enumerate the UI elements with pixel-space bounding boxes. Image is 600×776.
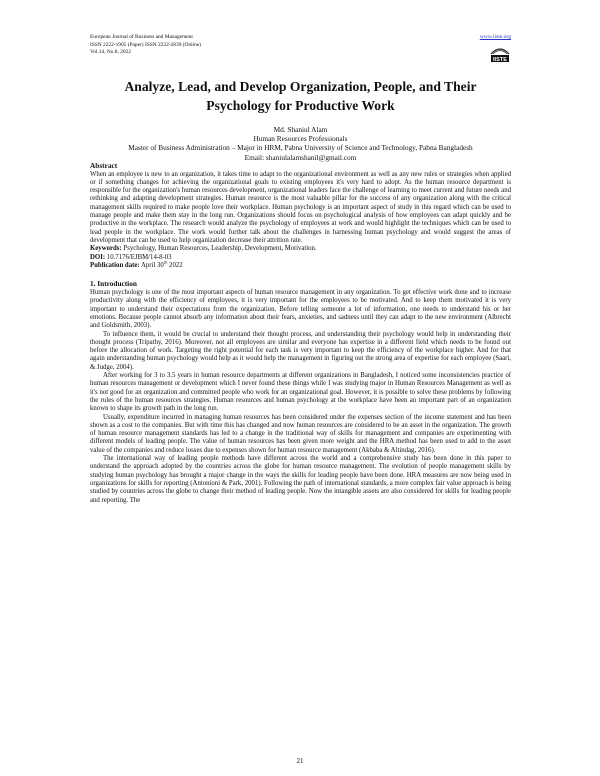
intro-paragraph-5: The international way of leading people methods have different across the world and a comprehensive study has been done in this paper to understand the approach adopted by the countries across the globe for human resource management. The evolution of people management skills by studying human psychology has brought a major change in the ways the skills for leading people have been done. HRA measures are now being used in organizations for skills for reporting (Antonioni & Park, 2001). Following the path of international standards, a more complex fair value approach is being studied by countries across the globe to change their method of leading people. Now the intangible assets are also considered for skills for leading people and reporting. The — [90, 455, 511, 504]
pubdate-text: April 30 — [139, 262, 164, 269]
journal-volume: Vol.14, No.8, 2022 — [90, 49, 131, 56]
author-affiliation: Master of Business Administration – Major in HRM, Pabna University of Science and Technology, Pabna Bangladesh — [128, 143, 473, 153]
intro-paragraph-3: After working for 3 to 3.5 years in human resource departments at different organizations in Bangladesh, I noticed some inconsistencies practice of human resources management or development which I never found these things while I was studying major in Human Resources Management as well as it's not good for an organization and committed people who work for an organizational goal. However, it is possible to solve these problems by following the rules of the human resources strategies. Human resources and human psychology at the workplace have been an important part of an organization known to shape its growth path in the long run. — [90, 372, 511, 413]
doi-label: DOI: — [90, 253, 106, 261]
pubdate-year: 2022 — [167, 262, 183, 269]
intro-paragraph-2: To influence them, it would be crucial to understand their thought process, and understanding their psychology would help in understanding their thought process (Tripathy, 2016). Moreover, not all employees are similar and everyone has expertise in a different field which needs to be found out before the allocation of work. Targeting the right potential for each task is very important to keep the efficiency of the workplace higher. And for that again understanding human psychology would help as it would help the management in figuring out the strong area of expertise for each employee (Saari, & Judge, 2004). — [90, 330, 511, 371]
paper-page — [90, 34, 511, 505]
title-line-2: Psychology for Productive Work — [206, 97, 395, 113]
pubdate-label: Publication date: — [90, 262, 140, 269]
running-header — [90, 34, 511, 72]
keywords-text: Psychology, Human Resources, Leadership, Development, Motivation. — [121, 245, 317, 253]
pubdate-sup: th — [163, 259, 168, 265]
author-role: Human Resources Professionals — [253, 134, 348, 144]
introduction-section — [90, 280, 511, 504]
journal-name: European Journal of Business and Management — [90, 34, 193, 40]
logo-text: IISTE — [493, 56, 507, 63]
abstract-section — [90, 162, 511, 245]
author-block — [90, 125, 511, 162]
journal-info — [90, 34, 201, 57]
author-name: Md. Shaniul Alam — [273, 125, 328, 134]
doi-text: 10.7176/EJBM/14-8-03 — [105, 253, 172, 261]
abstract-text: When an employee is new to an organization, it takes time to adapt to the organizational environment as well as any new rules or strategies when applied or if something changes for achieving the organizational goals to existing employees it's very hard to adopt. As the human resource department is responsible for the organization's human resources development, organizational leaders face the challenge of learning to meet current and future needs and rethinking and adapting development strategies. Human resource is the most valuable pillar for the success of any organization along with the critical management skills required to make people love their workplace. Human psychology is an important aspect of study in this regard which can be used to manage people and make them stay in the long run. Organizations should focus on psychological analysis of how employees can adapt quickly and be productive in the workplace. The research would analyze the psychology of employees at work and would highlight the techniques which can be used to lead people in the workplace. The work would further talk about the challenges in harnessing human psychology and would suggest the areas of development that can be used to help organization decrease their attrition rate. — [90, 170, 511, 244]
iiste-logo-icon — [489, 45, 511, 63]
paper-title — [90, 78, 511, 115]
journal-issn: ISSN 2222-1905 (Paper) ISSN 2222-2839 (Online) — [90, 41, 201, 48]
abstract-heading: Abstract — [90, 160, 118, 170]
website-link[interactable]: www.iiste.org — [479, 34, 511, 40]
keywords-label: Keywords: — [90, 245, 122, 253]
intro-paragraph-1: Human psychology is one of the most important aspects of human resource management in any organization. To get effective work done and to increase productivity along with the efficiency of employees, it is very important for the employees to be motivated. And to keep them motivated it is very important to understand their expectations from the organization. Before telling someone a lot of information, one needs to understand his or her emotions. Because people cannot absorb any information about their fears, anxieties, and sadness until they can adapt to the new environment (Albrecht and Goldsmith, 2003). — [90, 289, 511, 330]
title-line-1: Analyze, Lead, and Develop Organization, People, and Their — [124, 79, 477, 94]
intro-paragraph-4: Usually, expenditure incurred in managing human resources has been considered under the expenses section of the income statement and has been shown as a cost to the companies. But with time this has changed and now human resources are considered to be an asset in the organization. The growth of human resource management standards has led to a change in the traditional way of skills for management and companies are experimenting with different models of leading people. The value of human resources has been given more weight and the HRA method has been used to add to the asset value of the companies and reduce losses due to expenses shown for human resource management (Akbaba & Altindag, 2016). — [90, 413, 511, 454]
keywords-line — [90, 245, 511, 253]
author-email: Email: shaniulalamshanil@gmail.com — [244, 152, 357, 162]
pubdate-line — [90, 259, 511, 270]
header-right — [480, 34, 511, 63]
introduction-heading: 1. Introduction — [90, 279, 137, 289]
page-number: 21 — [296, 757, 304, 765]
doi-line — [90, 254, 511, 262]
